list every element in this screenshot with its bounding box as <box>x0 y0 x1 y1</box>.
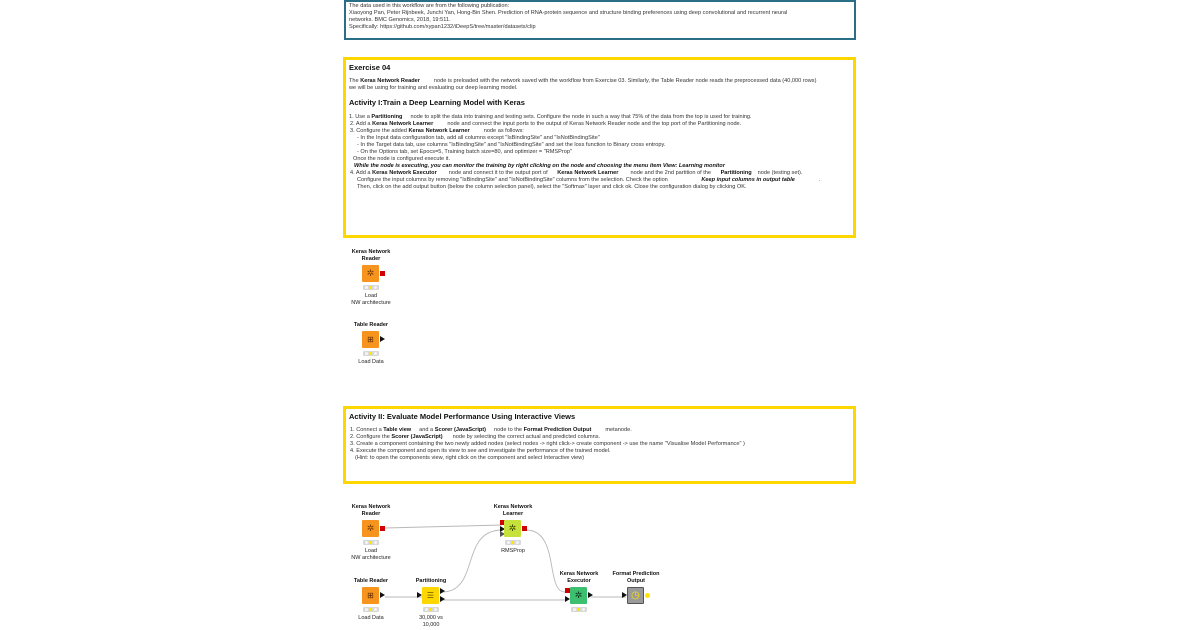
a2s1-bold3: Format Prediction Output <box>523 427 592 433</box>
output-port-network[interactable] <box>380 271 385 276</box>
activity2-title: Activity II: Evaluate Model Performance Using Interactive Views <box>349 412 576 421</box>
output-port-table[interactable] <box>380 592 385 598</box>
s3-pre: 3. Configure the added <box>350 128 409 134</box>
a2s1-bold2: Scorer (JavaScript) <box>434 427 487 433</box>
node-status-indicator <box>363 285 379 290</box>
citation-line-3: networks. BMC Genomics, 2018, 19:511. <box>349 17 451 23</box>
output-port-train[interactable] <box>440 588 445 594</box>
node-status-indicator <box>423 607 439 612</box>
a2s1-mid2: node to the <box>494 427 524 433</box>
node-body[interactable] <box>422 587 439 604</box>
s2-bold: Keras Network Learner <box>372 121 434 127</box>
node-body[interactable] <box>362 265 379 282</box>
gear-icon: ✲ <box>366 268 375 278</box>
s4-bold3: Partitioning <box>720 170 752 176</box>
s1-bold: Partitioning <box>371 114 403 120</box>
node-status-indicator <box>571 607 587 612</box>
a2s2-pre: 2. Configure the <box>350 434 392 440</box>
step-2 <box>349 121 850 128</box>
a2-step-4: 4. Execute the component and open its view to see and investigate the performance of the trained model. <box>350 448 611 454</box>
node-body[interactable] <box>362 331 379 348</box>
output-port-network[interactable] <box>522 526 527 531</box>
a2s2-bold: Scorer (JavaScript) <box>391 434 443 440</box>
node-label-l1[interactable]: Load Data <box>358 615 384 621</box>
node-status-indicator <box>363 540 379 545</box>
node-title-l1: Keras Network <box>351 504 391 510</box>
intro-post: node is preloaded with the network saved with the workflow from Exercise 03. Similarly, the Table Reader node reads the preprocessed data (40,000 rows) <box>433 78 817 84</box>
node-label-l2[interactable]: NW architecture <box>351 555 391 561</box>
node-keras-network-reader-top[interactable] <box>341 249 401 307</box>
output-port-table[interactable] <box>380 336 385 342</box>
intro-pre: The <box>349 78 361 84</box>
s4-mid: node and connect it to the output port of <box>448 170 550 176</box>
node-format-prediction-output[interactable] <box>606 571 666 605</box>
step-1 <box>349 114 850 121</box>
s3-post: node as follows: <box>483 128 524 134</box>
s4-bold2: Keras Network Learner <box>557 170 619 176</box>
step-4b: Then, click on the add output button (below the column selection panel), select the "Softmax" layer and click ok. Close the configuration dialog by clicking OK. <box>357 184 747 190</box>
node-body[interactable] <box>504 520 521 537</box>
s4-post: node (testing set). <box>757 170 803 176</box>
activity2-annotation[interactable] <box>343 406 856 484</box>
a2s2-post: node by selecting the correct actual and predicted columns. <box>452 434 601 440</box>
exercise-title: Exercise 04 <box>349 63 391 72</box>
step-3a: - In the Input data configuration tab, add all columns except "IsBindingSite" and "IsNotBindingSite" <box>357 135 600 141</box>
s4-pre: 4. Add a <box>350 170 373 176</box>
node-table-reader[interactable] <box>341 578 401 622</box>
activity1-title: Activity I:Train a Deep Learning Model with Keras <box>349 98 525 107</box>
node-title-l1: Partitioning <box>415 578 447 584</box>
node-keras-network-executor[interactable] <box>549 571 609 612</box>
node-status-indicator <box>505 540 521 545</box>
node-keras-network-learner[interactable] <box>483 504 543 555</box>
clock-icon: ◷ <box>631 590 640 601</box>
output-port-network[interactable] <box>380 526 385 531</box>
a2-step-1 <box>349 427 850 434</box>
s4-bold: Keras Network Executor <box>372 170 437 176</box>
node-title-l1: Keras Network <box>493 504 533 510</box>
citation-line-2: Xiaoyong Pan, Peter Rijnbeek, Junchi Yan, Hong-Bin Shen. Prediction of RNA-protein sequence and structure binding preferences using deep convolutional and recurrent neural <box>349 10 788 16</box>
node-title-l1: Table Reader <box>353 322 389 328</box>
intro-keras-reader: Keras Network Reader <box>360 78 420 84</box>
gear-icon: ✲ <box>366 523 375 533</box>
node-title-l1: Keras Network <box>351 249 391 255</box>
node-title-l1: Table Reader <box>353 578 389 584</box>
a2s1-mid: and a <box>419 427 435 433</box>
node-title-l1: Keras Network <box>559 571 599 577</box>
partition-icon: ☰ <box>426 591 435 600</box>
citation-line-1: The data used in this workflow are from the following publication: <box>349 3 510 9</box>
step-3b: - In the Target data tab, use columns "IsBindingSite" and "IsNotBindingSite" and set the loss function to Binary cross entropy. <box>357 142 666 148</box>
s2-post: node and connect the input ports to the output of Keras Network Reader node and the top port of the Partitioning node. <box>447 121 742 127</box>
node-label-l1[interactable]: Load <box>364 293 378 299</box>
s3-bold: Keras Network Learner <box>408 128 470 134</box>
node-label-l2[interactable]: 10,000 <box>422 622 440 628</box>
gear-icon: ✲ <box>508 523 517 533</box>
step-4 <box>349 170 850 177</box>
a2s1-bold: Table view <box>383 427 412 433</box>
node-body[interactable] <box>362 587 379 604</box>
node-status-indicator <box>363 351 379 356</box>
node-title-l2: Output <box>626 578 646 584</box>
output-port-table[interactable] <box>645 593 650 598</box>
step-3-note: While the node is executing, you can monitor the training by right clicking on the node and choosing the menu item View: Learning monitor <box>354 163 725 169</box>
node-title-l2: Reader <box>361 256 381 262</box>
table-reader-icon: ⊞ <box>367 335 374 344</box>
table-reader-icon: ⊞ <box>367 591 374 600</box>
s1-post: node to split the data into training and testing sets. Configure the node in such a way that 75% of the data from the top is used for training. <box>410 114 752 120</box>
citation-annotation[interactable] <box>344 0 856 40</box>
step-4a <box>349 177 850 184</box>
node-body[interactable] <box>570 587 587 604</box>
node-table-reader-top[interactable] <box>341 322 401 366</box>
a2s1-pre: 1. Connect a <box>350 427 384 433</box>
node-title-l2: Learner <box>502 511 524 517</box>
output-port-test[interactable] <box>440 596 445 602</box>
node-title-l2: Reader <box>361 511 381 517</box>
exercise-annotation[interactable] <box>343 57 856 238</box>
a2s1-post: metanode. <box>605 427 632 433</box>
s1-pre: 1. Use a <box>349 114 372 120</box>
node-keras-network-reader[interactable] <box>341 504 401 562</box>
gear-icon: ✲ <box>574 590 583 600</box>
citation-line-4: Specifically: https://github.com/xypan1232/iDeepS/tree/master/datasets/clip <box>349 24 536 30</box>
node-label-l1[interactable]: RMSProp <box>501 548 525 554</box>
s4a-pre: Configure the input columns by removing "IsBindingSite" and "IsNotBindingSite" columns from the selection. Check the option <box>357 177 670 183</box>
node-label-l1[interactable]: Load <box>364 548 378 554</box>
step-3c: - On the Options tab, set Epocs=5, Training batch size=80, and optimizer = "RMSProp" <box>357 149 572 155</box>
node-body[interactable] <box>627 587 644 604</box>
a2-step-2 <box>349 434 850 441</box>
node-label-l1[interactable]: 30,000 vs <box>419 615 443 621</box>
node-title-l2: Executor <box>567 578 591 584</box>
node-title-l1: Format Prediction <box>612 571 660 577</box>
node-label-l2[interactable]: NW architecture <box>351 300 391 306</box>
node-partitioning[interactable] <box>401 578 461 629</box>
s4-mid2: node and the 2nd partition of the <box>630 170 713 176</box>
step-3d: Once the node is configured execute it. <box>353 156 451 162</box>
exercise-intro-line-2: we will be using for training and evaluating our deep learning model. <box>349 85 518 91</box>
node-body[interactable] <box>362 520 379 537</box>
a2-step-3: 3. Create a component containing the two newly added nodes (select nodes -> right click-> create component -> use the name "Visualise Model Performance" ) <box>350 441 745 447</box>
node-status-indicator <box>363 607 379 612</box>
node-label-l1[interactable]: Load Data <box>358 359 384 365</box>
exercise-intro-line-1 <box>349 78 850 85</box>
output-port-table[interactable] <box>588 592 593 598</box>
step-3 <box>349 128 850 135</box>
s4a-bold: Keep input columns in output table <box>701 177 795 183</box>
a2-step-4-hint: (Hint: to open the components view, right click on the component and select Interactive view) <box>355 455 585 461</box>
s2-pre: 2. Add a <box>350 121 373 127</box>
s4a-post: . <box>818 177 821 183</box>
